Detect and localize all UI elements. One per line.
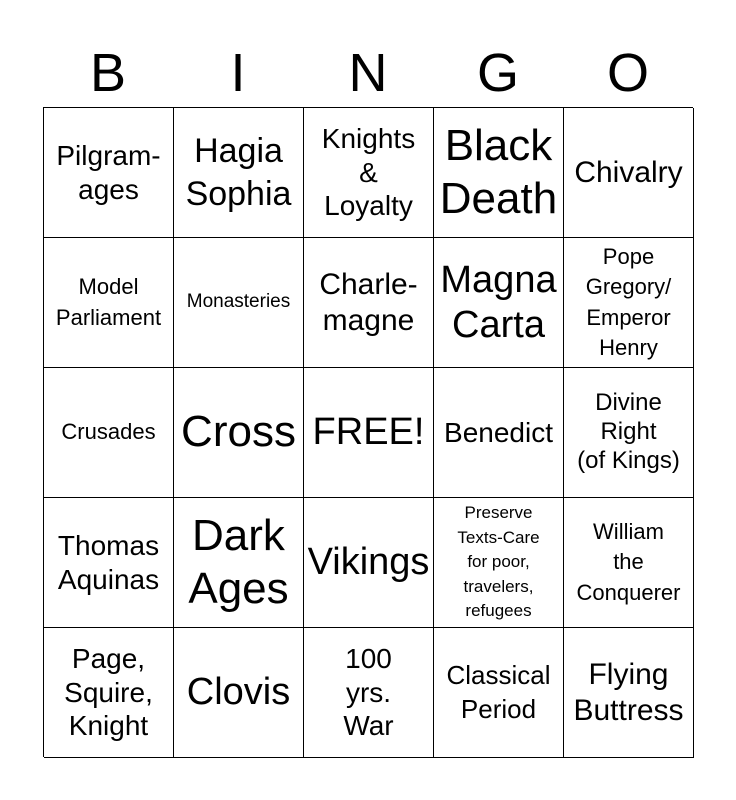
cell-text: Chivalry xyxy=(574,155,683,189)
bingo-cell-r3-c4[interactable] xyxy=(434,368,564,498)
bingo-cell-r4-c1[interactable] xyxy=(44,498,174,628)
bingo-cell-r1-c5[interactable] xyxy=(564,108,694,238)
bingo-cell-r4-c3[interactable] xyxy=(304,498,434,628)
cell-text: Monasteries xyxy=(186,291,291,313)
bingo-cell-r3-c2[interactable] xyxy=(174,368,304,498)
cell-text: 100 yrs. War xyxy=(343,643,394,742)
cell-text: Page, Squire, Knight xyxy=(64,643,153,742)
cell-text: FREE! xyxy=(312,411,425,454)
cell-text: Pope Gregory/ Emperor Henry xyxy=(585,244,672,360)
cell-text: Hagia Sophia xyxy=(185,132,292,213)
bingo-cell-r2-c5[interactable] xyxy=(564,238,694,368)
cell-text: Cross xyxy=(181,407,296,457)
header-letter-i: I xyxy=(230,43,246,103)
header-letter-n: N xyxy=(348,43,388,103)
cell-text: Flying Buttress xyxy=(573,657,684,727)
cell-text: Clovis xyxy=(186,671,291,714)
bingo-cell-r5-c2[interactable] xyxy=(174,628,304,758)
bingo-cell-r5-c4[interactable] xyxy=(434,628,564,758)
cell-text: Preserve Texts-Care for poor, travelers, refugees xyxy=(457,502,540,621)
bingo-cell-r5-c5[interactable] xyxy=(564,628,694,758)
bingo-cell-r2-c3[interactable] xyxy=(304,238,434,368)
cell-text: Pilgram- ages xyxy=(56,139,161,205)
bingo-cell-r2-c2[interactable] xyxy=(174,238,304,368)
bingo-cell-r2-c1[interactable] xyxy=(44,238,174,368)
bingo-card-grid xyxy=(43,107,693,757)
bingo-header xyxy=(43,40,693,106)
bingo-cell-r4-c4[interactable] xyxy=(434,498,564,628)
bingo-cell-r5-c3[interactable] xyxy=(304,628,434,758)
bingo-cell-r1-c4[interactable] xyxy=(434,108,564,238)
header-letter-b: B xyxy=(89,43,127,103)
header-letter-o: O xyxy=(606,43,649,103)
bingo-cell-r5-c1[interactable] xyxy=(44,628,174,758)
header-letter-g: G xyxy=(476,43,519,103)
bingo-cell-r1-c2[interactable] xyxy=(174,108,304,238)
cell-text: Magna Carta xyxy=(440,259,557,346)
cell-text: Vikings xyxy=(307,541,430,584)
cell-text: Charle- magne xyxy=(319,267,418,337)
bingo-cell-r4-c2[interactable] xyxy=(174,498,304,628)
cell-text: Dark Ages xyxy=(188,510,289,613)
bingo-cell-r3-c1[interactable] xyxy=(44,368,174,498)
bingo-cell-r2-c4[interactable] xyxy=(434,238,564,368)
cell-text: Model Parliament xyxy=(55,274,162,330)
bingo-cell-r3-c5[interactable] xyxy=(564,368,694,498)
bingo-cell-r1-c3[interactable] xyxy=(304,108,434,238)
bingo-cell-r3-c3 free-space[interactable] xyxy=(304,368,434,498)
bingo-cell-r1-c1[interactable] xyxy=(44,108,174,238)
cell-text: Crusades xyxy=(61,419,156,445)
cell-text: Thomas Aquinas xyxy=(57,529,160,595)
cell-text: Black Death xyxy=(439,120,558,223)
bingo-cell-r4-c5[interactable] xyxy=(564,498,694,628)
cell-text: Benedict xyxy=(444,416,553,448)
cell-text: Classical Period xyxy=(446,660,551,724)
cell-text: William the Conquerer xyxy=(576,519,681,605)
cell-text: Divine Right (of Kings) xyxy=(577,389,680,474)
cell-text: Knights & Loyalty xyxy=(321,123,416,222)
